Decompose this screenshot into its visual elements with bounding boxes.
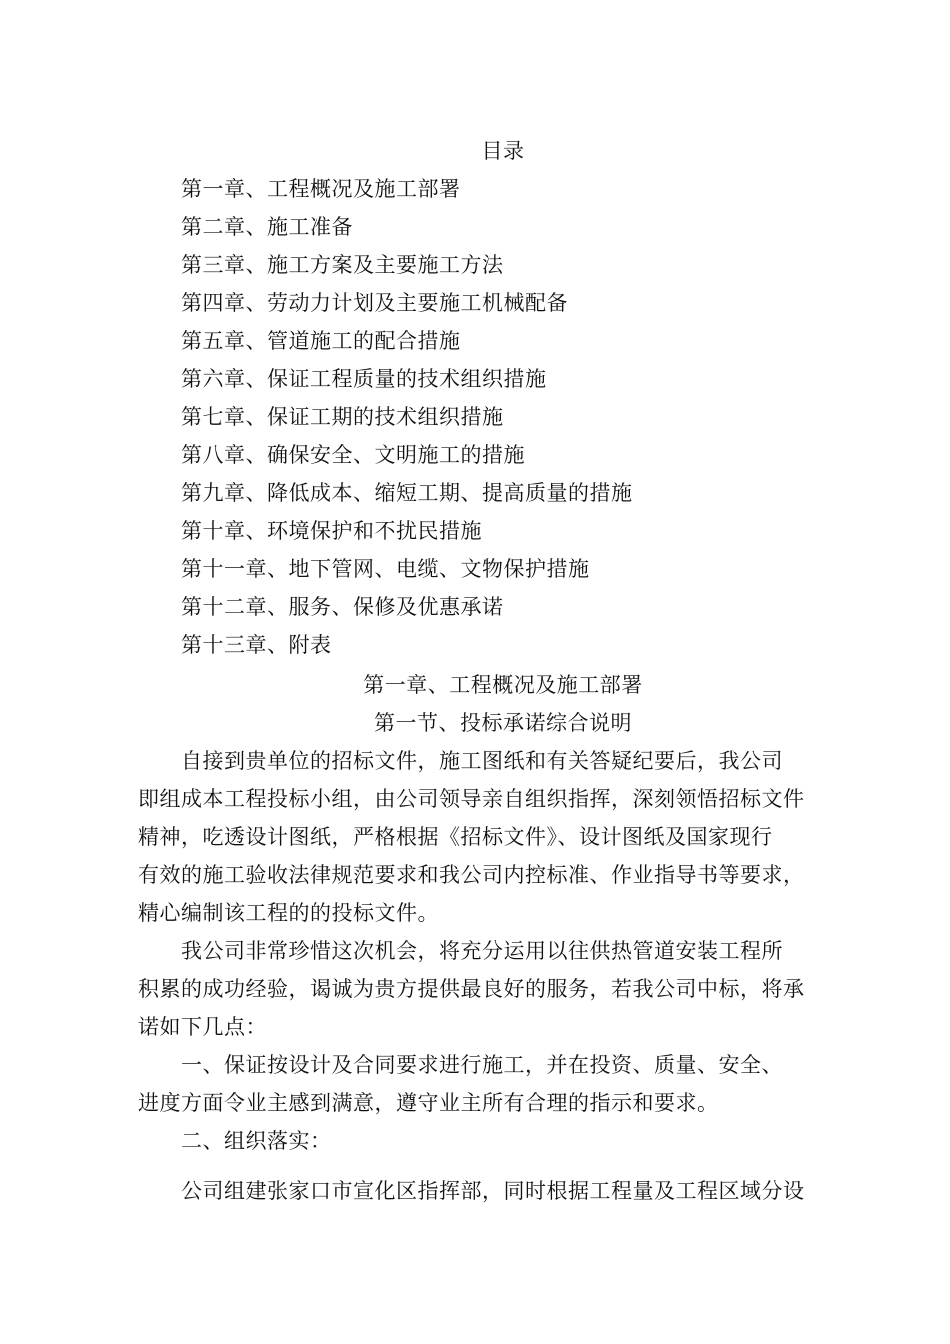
paragraph-line: 精心编制该工程的的投标文件。	[138, 901, 439, 925]
paragraph-line: 诺如下几点：	[138, 1015, 267, 1039]
paragraph-line: 积累的成功经验，谒诚为贵方提供最良好的服务，若我公司中标，将承	[138, 977, 805, 1001]
toc-title: 目录	[481, 139, 525, 163]
paragraph-line: 精神，吃透设计图纸，严格根据《招标文件》、设计图纸及国家现行	[138, 825, 773, 849]
toc-item-10: 第十章、环境保护和不扰民措施	[181, 519, 482, 543]
toc-item-6: 第六章、保证工程质量的技术组织措施	[181, 367, 547, 391]
toc-item-9: 第九章、降低成本、缩短工期、提高质量的措施	[181, 481, 633, 505]
toc-item-1: 第一章、工程概况及施工部署	[181, 177, 461, 201]
paragraph-line: 进度方面令业主感到满意，遵守业主所有合理的指示和要求。	[138, 1091, 719, 1115]
section-heading: 第一节、投标承诺综合说明	[374, 711, 632, 735]
toc-item-13: 第十三章、附表	[181, 633, 332, 657]
paragraph-line: 自接到贵单位的招标文件，施工图纸和有关答疑纪要后，我公司	[181, 749, 783, 773]
toc-item-2: 第二章、施工准备	[181, 215, 353, 239]
paragraph-line: 一、保证按设计及合同要求进行施工，并在投资、质量、安全、	[181, 1053, 783, 1077]
toc-item-8: 第八章、确保安全、文明施工的措施	[181, 443, 525, 467]
paragraph-line: 二、组织落实：	[181, 1129, 332, 1153]
paragraph-line: 即组成本工程投标小组，由公司领导亲自组织指挥，深刻领悟招标文件	[138, 787, 805, 811]
toc-item-11: 第十一章、地下管网、电缆、文物保护措施	[181, 557, 590, 581]
toc-item-4: 第四章、劳动力计划及主要施工机械配备	[181, 291, 568, 315]
toc-item-7: 第七章、保证工期的技术组织措施	[181, 405, 504, 429]
toc-item-3: 第三章、施工方案及主要施工方法	[181, 253, 504, 277]
toc-item-12: 第十二章、服务、保修及优惠承诺	[181, 595, 504, 619]
paragraph-line: 有效的施工验收法律规范要求和我公司内控标准、作业指导书等要求，	[138, 863, 805, 887]
paragraph-line: 我公司非常珍惜这次机会，将充分运用以往供热管道安装工程所	[181, 939, 783, 963]
paragraph-line: 公司组建张家口市宣化区指挥部，同时根据工程量及工程区域分设	[181, 1179, 805, 1203]
chapter-heading: 第一章、工程概况及施工部署	[363, 673, 643, 697]
toc-item-5: 第五章、管道施工的配合措施	[181, 329, 461, 353]
